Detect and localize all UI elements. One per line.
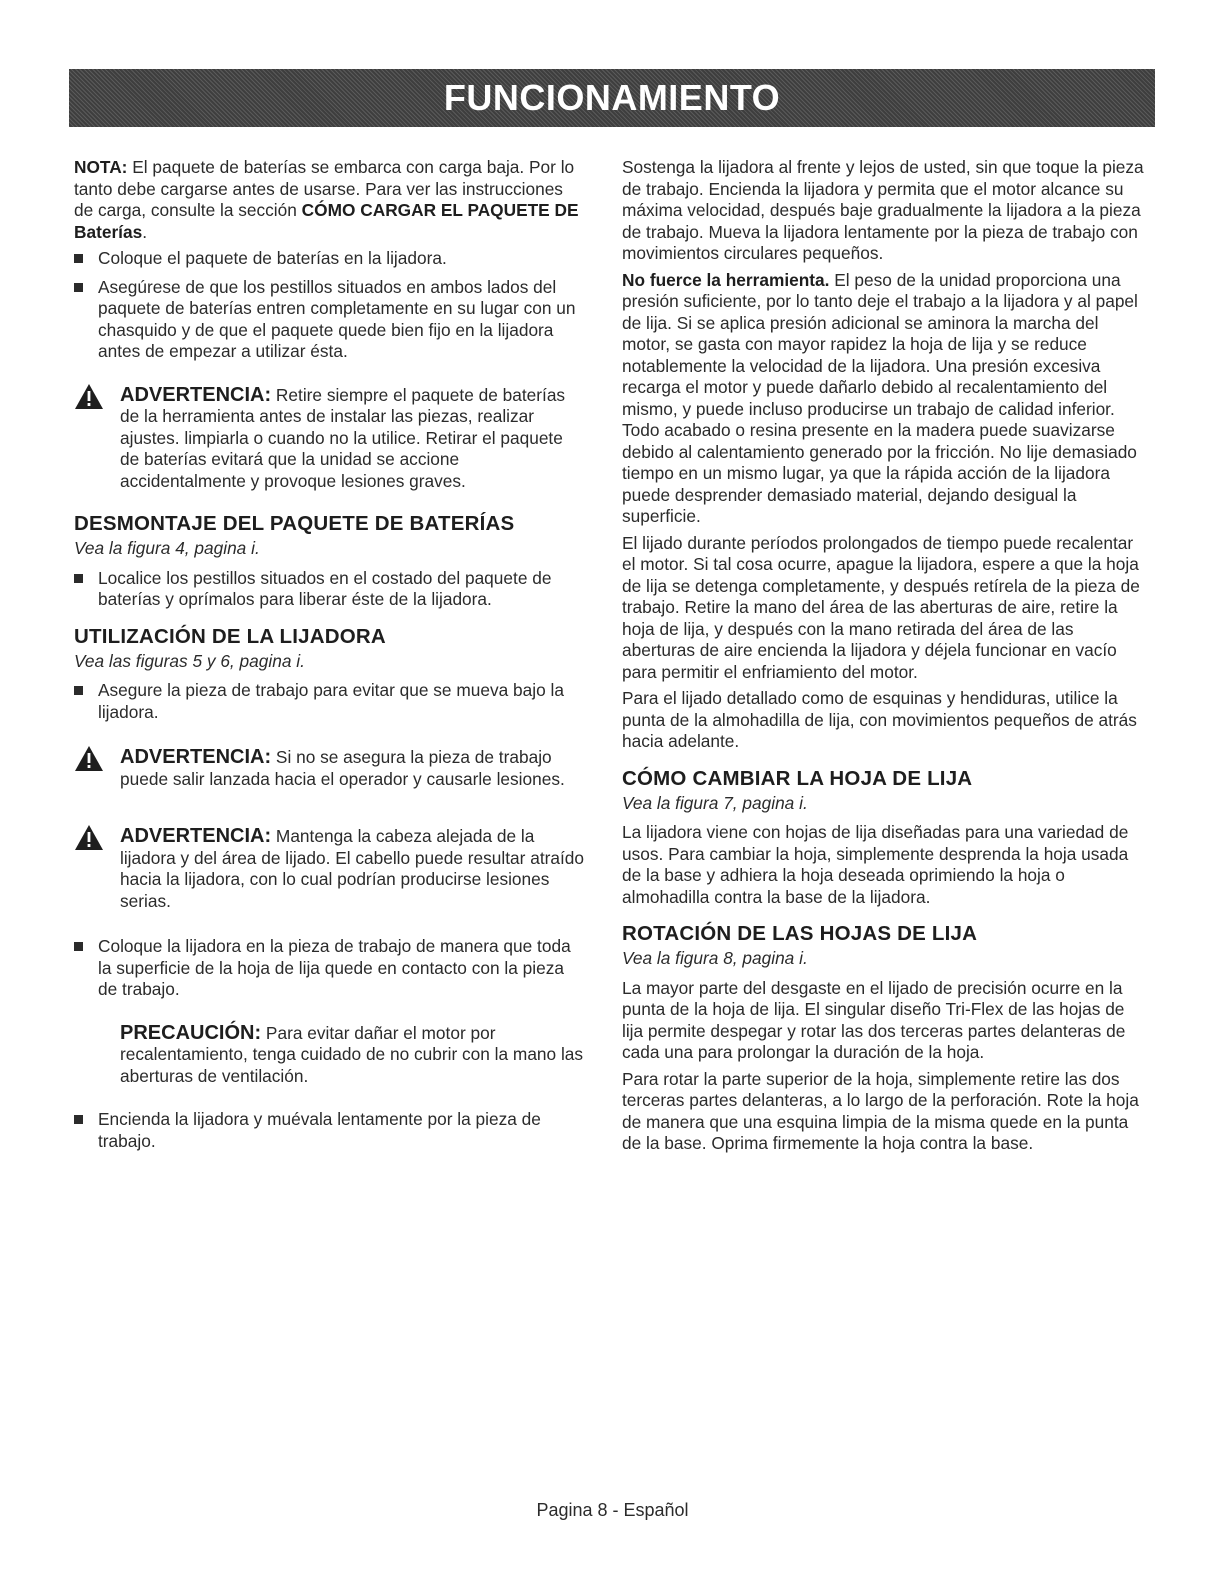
section-title: FUNCIONAMIENTO xyxy=(443,77,781,118)
warning-triangle-icon xyxy=(74,745,104,772)
warning-text: Retire siempre el paquete de baterías de la herramienta antes de instalar las piezas, realizar ajustes. limpiarla o cuando no la utilice. Retirar el paquete de baterías evitará que la unidad se accione accidentalmente y provoque lesiones graves. xyxy=(120,384,566,491)
paragraph-text: El peso de la unidad proporciona una presión suficiente, por lo tanto deje el trabajo a la lijadora y al papel de lija. Si se aplica presión adicional se aminora la marcha del motor, se gasta con mayor rapidez la hoja de lija y se reduce notablemente la velocidad de la lijadora. Una presión excesiva recarga el motor y puede dañarlo debido al recalentamiento del mismo, y puede incluso producirse un trabajo de calidad inferior. Todo acabado o resina presente en la madera puede suavizarse debido al calentamiento generado por la fricción. No lije demasiado tiempo en un mismo lugar, ya que la rápida acción de la lijadora puede desprender demasiado material, dejando desigual la superficie. xyxy=(622,269,1138,526)
caution-label: PRECAUCIÓN: xyxy=(120,1021,262,1044)
list-item xyxy=(74,277,586,363)
warning-block xyxy=(74,747,586,790)
note-end: . xyxy=(142,221,148,242)
note-text: El paquete de baterías se embarca con carga baja. Por lo tanto debe cargarse antes de usarse. Para ver las instrucciones de carga, consulte la sección xyxy=(74,157,575,220)
list-item xyxy=(74,248,586,270)
right-column xyxy=(622,157,1144,1160)
figure-reference: Vea la figura 4, pagina i. xyxy=(74,538,260,558)
paragraph: La lijadora viene con hojas de lija diseñadas para una variedad de usos. Para cambiar la hoja, simplemente desprenda la hoja usada de la base y adhiera la hoja deseada oprimiendo la hoja o almohadilla contra la base de la lijadora. xyxy=(622,822,1129,907)
note-label: NOTA: xyxy=(74,157,128,177)
square-bullet-icon xyxy=(74,942,83,951)
left-column xyxy=(74,157,586,1159)
square-bullet-icon xyxy=(74,686,83,695)
figure-reference: Vea la figura 8, pagina i. xyxy=(622,948,808,968)
warning-text: Mantenga la cabeza alejada de la lijadora y del área de lijado. El cabello puede resultar atraído hacia la lijadora, con lo cual podrían producirse lesiones serias. xyxy=(120,826,585,911)
paragraph: El lijado durante períodos prolongados de tiempo puede recalentar el motor. Si tal cosa ocurre, apague la lijadora, espere a que la hoja de lija se detenga completamente, y después retírela de la pieza de trabajo. Retire la mano del área de las aberturas de aire, retire la hoja de lija, y después con la mano retirada del área de las aberturas de aire encienda la lijadora y déjela funcionar en vacío para permitir el enfriamiento del motor. xyxy=(622,532,1140,682)
warning-triangle-icon xyxy=(74,824,104,851)
list-item-text: Coloque la lijadora en la pieza de trabajo de manera que toda la superficie de la hoja de lija quede en contacto con la pieza de trabajo. xyxy=(98,936,571,999)
list-item-text: Localice los pestillos situados en el costado del paquete de baterías y oprímalos para liberar éste de la lijadora. xyxy=(98,567,552,609)
warning-label: ADVERTENCIA: xyxy=(120,825,272,847)
warning-block xyxy=(74,826,586,912)
list-item xyxy=(74,936,586,1001)
caution-block xyxy=(74,1023,586,1088)
warning-text: Si no se asegura la pieza de trabajo puede salir lanzada hacia el operador y causarle lesiones. xyxy=(120,747,565,789)
emphasis-text: No fuerce la herramienta. xyxy=(622,269,830,290)
page-footer: Pagina 8 - Español xyxy=(536,1500,689,1520)
list-item-text: Encienda la lijadora y muévala lentamente por la pieza de trabajo. xyxy=(98,1109,541,1151)
paragraph: La mayor parte del desgaste en el lijado de precisión ocurre en la punta de la hoja de lija. El singular diseño Tri-Flex de las hojas de lija permite despegar y rotar las dos terceras partes delanteras de cada una para prolongar la duración de la hoja. xyxy=(622,977,1126,1062)
heading-rotacion: ROTACIÓN DE LAS HOJAS DE LIJA xyxy=(622,922,978,945)
heading-utilizacion: UTILIZACIÓN DE LA LIJADORA xyxy=(74,624,386,648)
paragraph xyxy=(622,270,1144,528)
caution-text: Para evitar dañar el motor por recalentamiento, tenga cuidado de no cubrir con la mano las aberturas de ventilación. xyxy=(120,1022,584,1086)
list-item-text: Coloque el paquete de baterías en la lijadora. xyxy=(98,248,447,268)
square-bullet-icon xyxy=(74,254,83,263)
list-item-text: Asegure la pieza de trabajo para evitar que se mueva bajo la lijadora. xyxy=(98,680,564,722)
paragraph: Para el lijado detallado como de esquinas y hendiduras, utilice la punta de la almohadilla de lija, con movimientos pequeños de atrás hacia adelante. xyxy=(622,688,1137,751)
note-reference: CÓMO CARGAR EL PAQUETE DE Baterías xyxy=(74,200,579,242)
warning-label: ADVERTENCIA: xyxy=(120,746,272,768)
section-banner xyxy=(69,69,1155,127)
list-item xyxy=(74,680,586,723)
square-bullet-icon xyxy=(74,283,83,292)
paragraph: Para rotar la parte superior de la hoja, simplemente retire las dos terceras partes delanteras, a lo largo de la perforación. Rote la hoja de manera que una esquina limpia de la misma quede en la punta de la base. Oprima firmemente la hoja contra la base. xyxy=(622,1068,1139,1153)
list-item xyxy=(74,568,586,611)
figure-reference: Vea las figuras 5 y 6, pagina i. xyxy=(74,650,305,671)
warning-block xyxy=(74,385,586,493)
list-item xyxy=(74,1109,586,1152)
warning-triangle-icon xyxy=(74,383,104,410)
paragraph: Sostenga la lijadora al frente y lejos de usted, sin que toque la pieza de trabajo. Encienda la lijadora y permita que el motor alcance su máxima velocidad, después baje gradualmente la lijadora a la pieza de trabajo. Mueva la lijadora lentamente por la pieza de trabajo con movimientos circulares pequeños. xyxy=(622,157,1144,263)
note-paragraph xyxy=(74,157,586,243)
heading-cambiar-hoja: CÓMO CAMBIAR LA HOJA DE LIJA xyxy=(622,766,973,790)
heading-desmontaje: DESMONTAJE DEL PAQUETE DE BATERÍAS xyxy=(74,512,515,535)
square-bullet-icon xyxy=(74,1115,83,1124)
warning-label: ADVERTENCIA: xyxy=(120,383,272,406)
square-bullet-icon xyxy=(74,574,83,583)
list-item-text: Asegúrese de que los pestillos situados en ambos lados del paquete de baterías entren completamente en su lugar con un chasquido y de que el paquete quede bien fijo en la lijadora antes de empezar a utilizar ésta. xyxy=(98,276,576,361)
figure-reference: Vea la figura 7, pagina i. xyxy=(622,792,808,813)
